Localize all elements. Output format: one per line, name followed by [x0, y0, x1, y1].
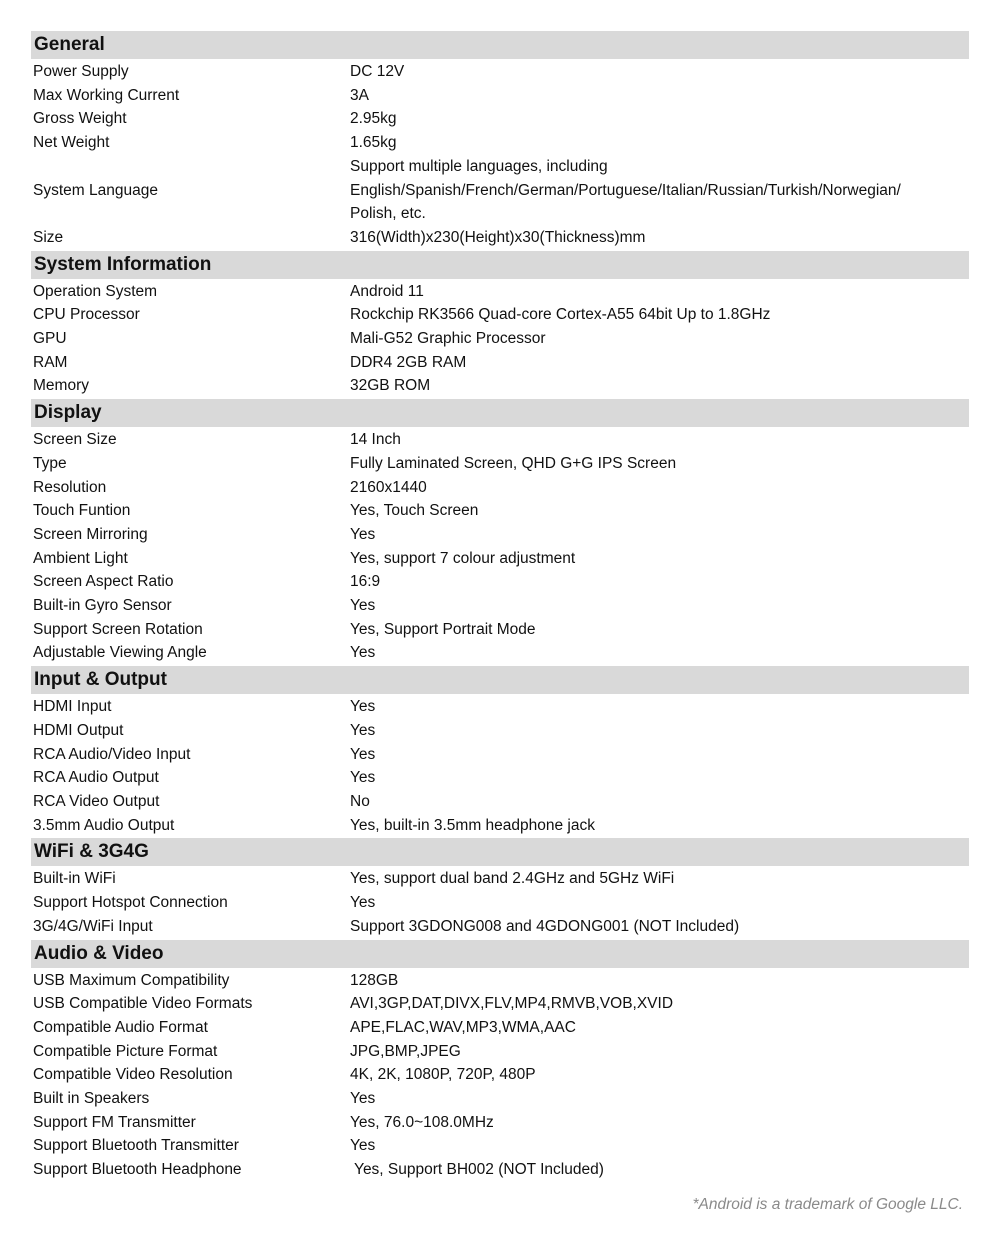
spec-row	[31, 743, 969, 767]
spec-row	[31, 969, 969, 993]
spec-value-line: APE,FLAC,WAV,MP3,WMA,AAC	[350, 1018, 576, 1036]
section-rows	[31, 279, 969, 400]
spec-row	[31, 1134, 969, 1158]
spec-label: Compatible Audio Format	[33, 1018, 208, 1036]
spec-label: Built-in WiFi	[33, 870, 116, 888]
spec-row	[31, 618, 969, 642]
spec-label: HDMI Output	[33, 721, 124, 739]
spec-value	[350, 1134, 969, 1158]
spec-label: RAM	[33, 353, 68, 371]
spec-value	[350, 969, 969, 993]
spec-row	[31, 523, 969, 547]
spec-row	[31, 766, 969, 790]
spec-value-line: 32GB ROM	[350, 377, 431, 395]
spec-value-line: Yes, built-in 3.5mm headphone jack	[350, 816, 595, 834]
spec-value-line: 2.95kg	[350, 110, 397, 128]
spec-value	[350, 131, 969, 155]
spec-value-line: DC 12V	[350, 63, 405, 80]
section-rows	[31, 866, 969, 939]
spec-value	[350, 719, 969, 743]
spec-value	[350, 1016, 969, 1040]
spec-value-line: Yes, Support BH002 (NOT Included)	[350, 1161, 604, 1179]
spec-value-line: Yes	[350, 769, 376, 787]
spec-row	[31, 476, 969, 500]
spec-value	[350, 891, 969, 915]
spec-label: Screen Size	[33, 431, 117, 449]
spec-value-line: 2160x1440	[350, 478, 427, 496]
spec-value-line: Mali-G52 Graphic Processor	[350, 330, 546, 348]
spec-value	[350, 743, 969, 767]
section-rows	[31, 694, 969, 838]
section-rows	[31, 968, 969, 1183]
spec-value	[350, 226, 969, 250]
spec-label: Touch Funtion	[33, 502, 131, 520]
spec-value-line: AVI,3GP,DAT,DIVX,FLV,MP4,RMVB,VOB,XVID	[350, 995, 674, 1013]
spec-value	[350, 374, 969, 398]
spec-row	[31, 280, 969, 304]
spec-value-line: DDR4 2GB RAM	[350, 353, 467, 371]
spec-row	[31, 84, 969, 108]
section-header: Display	[31, 399, 969, 427]
spec-value	[350, 570, 969, 594]
spec-value	[350, 84, 969, 108]
spec-value-line: No	[350, 792, 370, 810]
spec-row	[31, 915, 969, 939]
spec-value	[350, 1040, 969, 1064]
spec-value-line: Yes	[350, 597, 376, 615]
spec-value-line: Yes, support 7 colour adjustment	[350, 549, 576, 567]
spec-row	[31, 1063, 969, 1087]
spec-value-line: Yes	[350, 1137, 376, 1155]
spec-label: Resolution	[33, 478, 107, 496]
spec-label: Support FM Transmitter	[33, 1113, 196, 1131]
spec-label: GPU	[33, 330, 67, 348]
spec-value	[350, 1158, 969, 1182]
spec-row	[31, 790, 969, 814]
spec-value-line: Yes	[350, 644, 376, 662]
spec-value-line: Rockchip RK3566 Quad-core Cortex-A55 64bit Up to 1.8GHz	[350, 306, 771, 324]
spec-value-line: JPG,BMP,JPEG	[350, 1042, 461, 1060]
spec-row	[31, 719, 969, 743]
spec-value	[350, 523, 969, 547]
section-header: General	[31, 31, 969, 59]
spec-value-line: Yes, Touch Screen	[350, 502, 479, 520]
spec-row	[31, 867, 969, 891]
section-header: System Information	[31, 251, 969, 279]
spec-row	[31, 814, 969, 838]
spec-row	[31, 131, 969, 155]
spec-value	[350, 107, 969, 131]
spec-value	[350, 1111, 969, 1135]
spec-row	[31, 351, 969, 375]
spec-row	[31, 547, 969, 571]
spec-label: Gross Weight	[33, 110, 127, 128]
spec-value-line: English/Spanish/French/German/Portuguese/Italian/Russian/Turkish/Norwegian/	[350, 181, 901, 199]
spec-row	[31, 1087, 969, 1111]
spec-label: System Language	[33, 181, 158, 199]
spec-row	[31, 1040, 969, 1064]
spec-value-line: Yes	[350, 1090, 376, 1108]
spec-row	[31, 155, 969, 226]
spec-value-line: 1.65kg	[350, 134, 397, 152]
spec-value	[350, 618, 969, 642]
spec-value	[350, 1087, 969, 1111]
spec-label: Compatible Video Resolution	[33, 1066, 233, 1084]
spec-label: HDMI Input	[33, 698, 112, 716]
spec-label: Type	[33, 454, 67, 472]
section-header: WiFi & 3G4G	[31, 838, 969, 866]
spec-row	[31, 107, 969, 131]
spec-label: RCA Audio Output	[33, 769, 159, 787]
spec-label: USB Maximum Compatibility	[33, 971, 230, 989]
spec-label: RCA Video Output	[33, 792, 160, 810]
spec-label: USB Compatible Video Formats	[33, 995, 253, 1013]
spec-value	[350, 303, 969, 327]
spec-value-line: Yes	[350, 721, 376, 739]
spec-label: 3.5mm Audio Output	[33, 816, 175, 834]
spec-label: RCA Audio/Video Input	[33, 745, 191, 763]
spec-row	[31, 499, 969, 523]
spec-value	[350, 452, 969, 476]
spec-label: CPU Processor	[33, 306, 140, 324]
spec-label: Adjustable Viewing Angle	[33, 644, 207, 662]
spec-label: Max Working Current	[33, 86, 180, 104]
trademark-footnote: *Android is a trademark of Google LLC.	[692, 1196, 963, 1213]
spec-row	[31, 226, 969, 250]
spec-row	[31, 428, 969, 452]
spec-value	[350, 915, 969, 939]
spec-value-line: 316(Width)x230(Height)x30(Thickness)mm	[350, 228, 646, 246]
spec-value	[350, 428, 969, 452]
spec-label: Operation System	[33, 282, 158, 300]
spec-value-line: 3A	[350, 86, 369, 104]
spec-row	[31, 60, 969, 84]
spec-value-line: Yes, support dual band 2.4GHz and 5GHz WiFi	[350, 870, 675, 888]
spec-value-line: Android 11	[350, 282, 424, 300]
spec-value	[350, 814, 969, 838]
spec-value-line: Polish, etc.	[350, 205, 426, 223]
spec-value	[350, 695, 969, 719]
spec-row	[31, 891, 969, 915]
spec-value	[350, 351, 969, 375]
spec-row	[31, 1111, 969, 1135]
spec-label: Built in Speakers	[33, 1090, 150, 1108]
spec-row	[31, 594, 969, 618]
spec-value	[350, 1063, 969, 1087]
section-header: Input & Output	[31, 666, 969, 694]
spec-label: 3G/4G/WiFi Input	[33, 917, 153, 935]
spec-value-line: 128GB	[350, 971, 399, 989]
spec-value	[350, 790, 969, 814]
spec-value	[350, 992, 969, 1016]
spec-value	[350, 594, 969, 618]
spec-label: Ambient Light	[33, 549, 128, 567]
spec-value	[350, 867, 969, 891]
spec-label: Support Bluetooth Headphone	[33, 1161, 242, 1179]
spec-value-line: Support 3GDONG008 and 4GDONG001 (NOT Included)	[350, 917, 740, 935]
spec-value	[350, 766, 969, 790]
section-rows	[31, 59, 969, 251]
spec-value	[350, 155, 969, 226]
spec-value-line: Support multiple languages, including	[350, 157, 608, 175]
spec-row	[31, 303, 969, 327]
spec-label: Screen Mirroring	[33, 525, 148, 543]
spec-row	[31, 992, 969, 1016]
spec-label: Memory	[33, 377, 89, 395]
spec-value-line: Yes	[350, 698, 376, 716]
spec-value	[350, 327, 969, 351]
spec-value-line: Yes	[350, 745, 376, 763]
spec-label: Support Screen Rotation	[33, 620, 203, 638]
spec-value-line: Yes	[350, 525, 376, 543]
spec-value	[350, 280, 969, 304]
spec-label: Power Supply	[33, 63, 129, 80]
spec-row	[31, 1016, 969, 1040]
spec-table	[31, 31, 969, 1183]
spec-value-line: Yes	[350, 894, 376, 912]
spec-row	[31, 695, 969, 719]
spec-value-line: Yes, 76.0~108.0MHz	[350, 1113, 494, 1131]
spec-label: Size	[33, 228, 64, 246]
spec-value	[350, 476, 969, 500]
spec-value-line: 14 Inch	[350, 431, 401, 449]
spec-label: Net Weight	[33, 134, 110, 152]
spec-value-line: 16:9	[350, 573, 381, 591]
spec-label: Screen Aspect Ratio	[33, 573, 174, 591]
spec-value-line: Yes, Support Portrait Mode	[350, 620, 536, 638]
spec-value	[350, 60, 969, 84]
spec-value	[350, 547, 969, 571]
spec-value	[350, 641, 969, 665]
spec-value-line: 4K, 2K, 1080P, 720P, 480P	[350, 1066, 536, 1084]
spec-row	[31, 570, 969, 594]
spec-label: Compatible Picture Format	[33, 1042, 218, 1060]
spec-row	[31, 452, 969, 476]
spec-label: Built-in Gyro Sensor	[33, 597, 172, 615]
spec-row	[31, 1158, 969, 1182]
section-rows	[31, 427, 969, 666]
spec-row	[31, 327, 969, 351]
spec-label: Support Bluetooth Transmitter	[33, 1137, 239, 1155]
spec-value-line: Fully Laminated Screen, QHD G+G IPS Screen	[350, 454, 677, 472]
section-header: Audio & Video	[31, 940, 969, 968]
spec-value	[350, 499, 969, 523]
spec-label: Support Hotspot Connection	[33, 894, 228, 912]
spec-row	[31, 641, 969, 665]
spec-row	[31, 374, 969, 398]
